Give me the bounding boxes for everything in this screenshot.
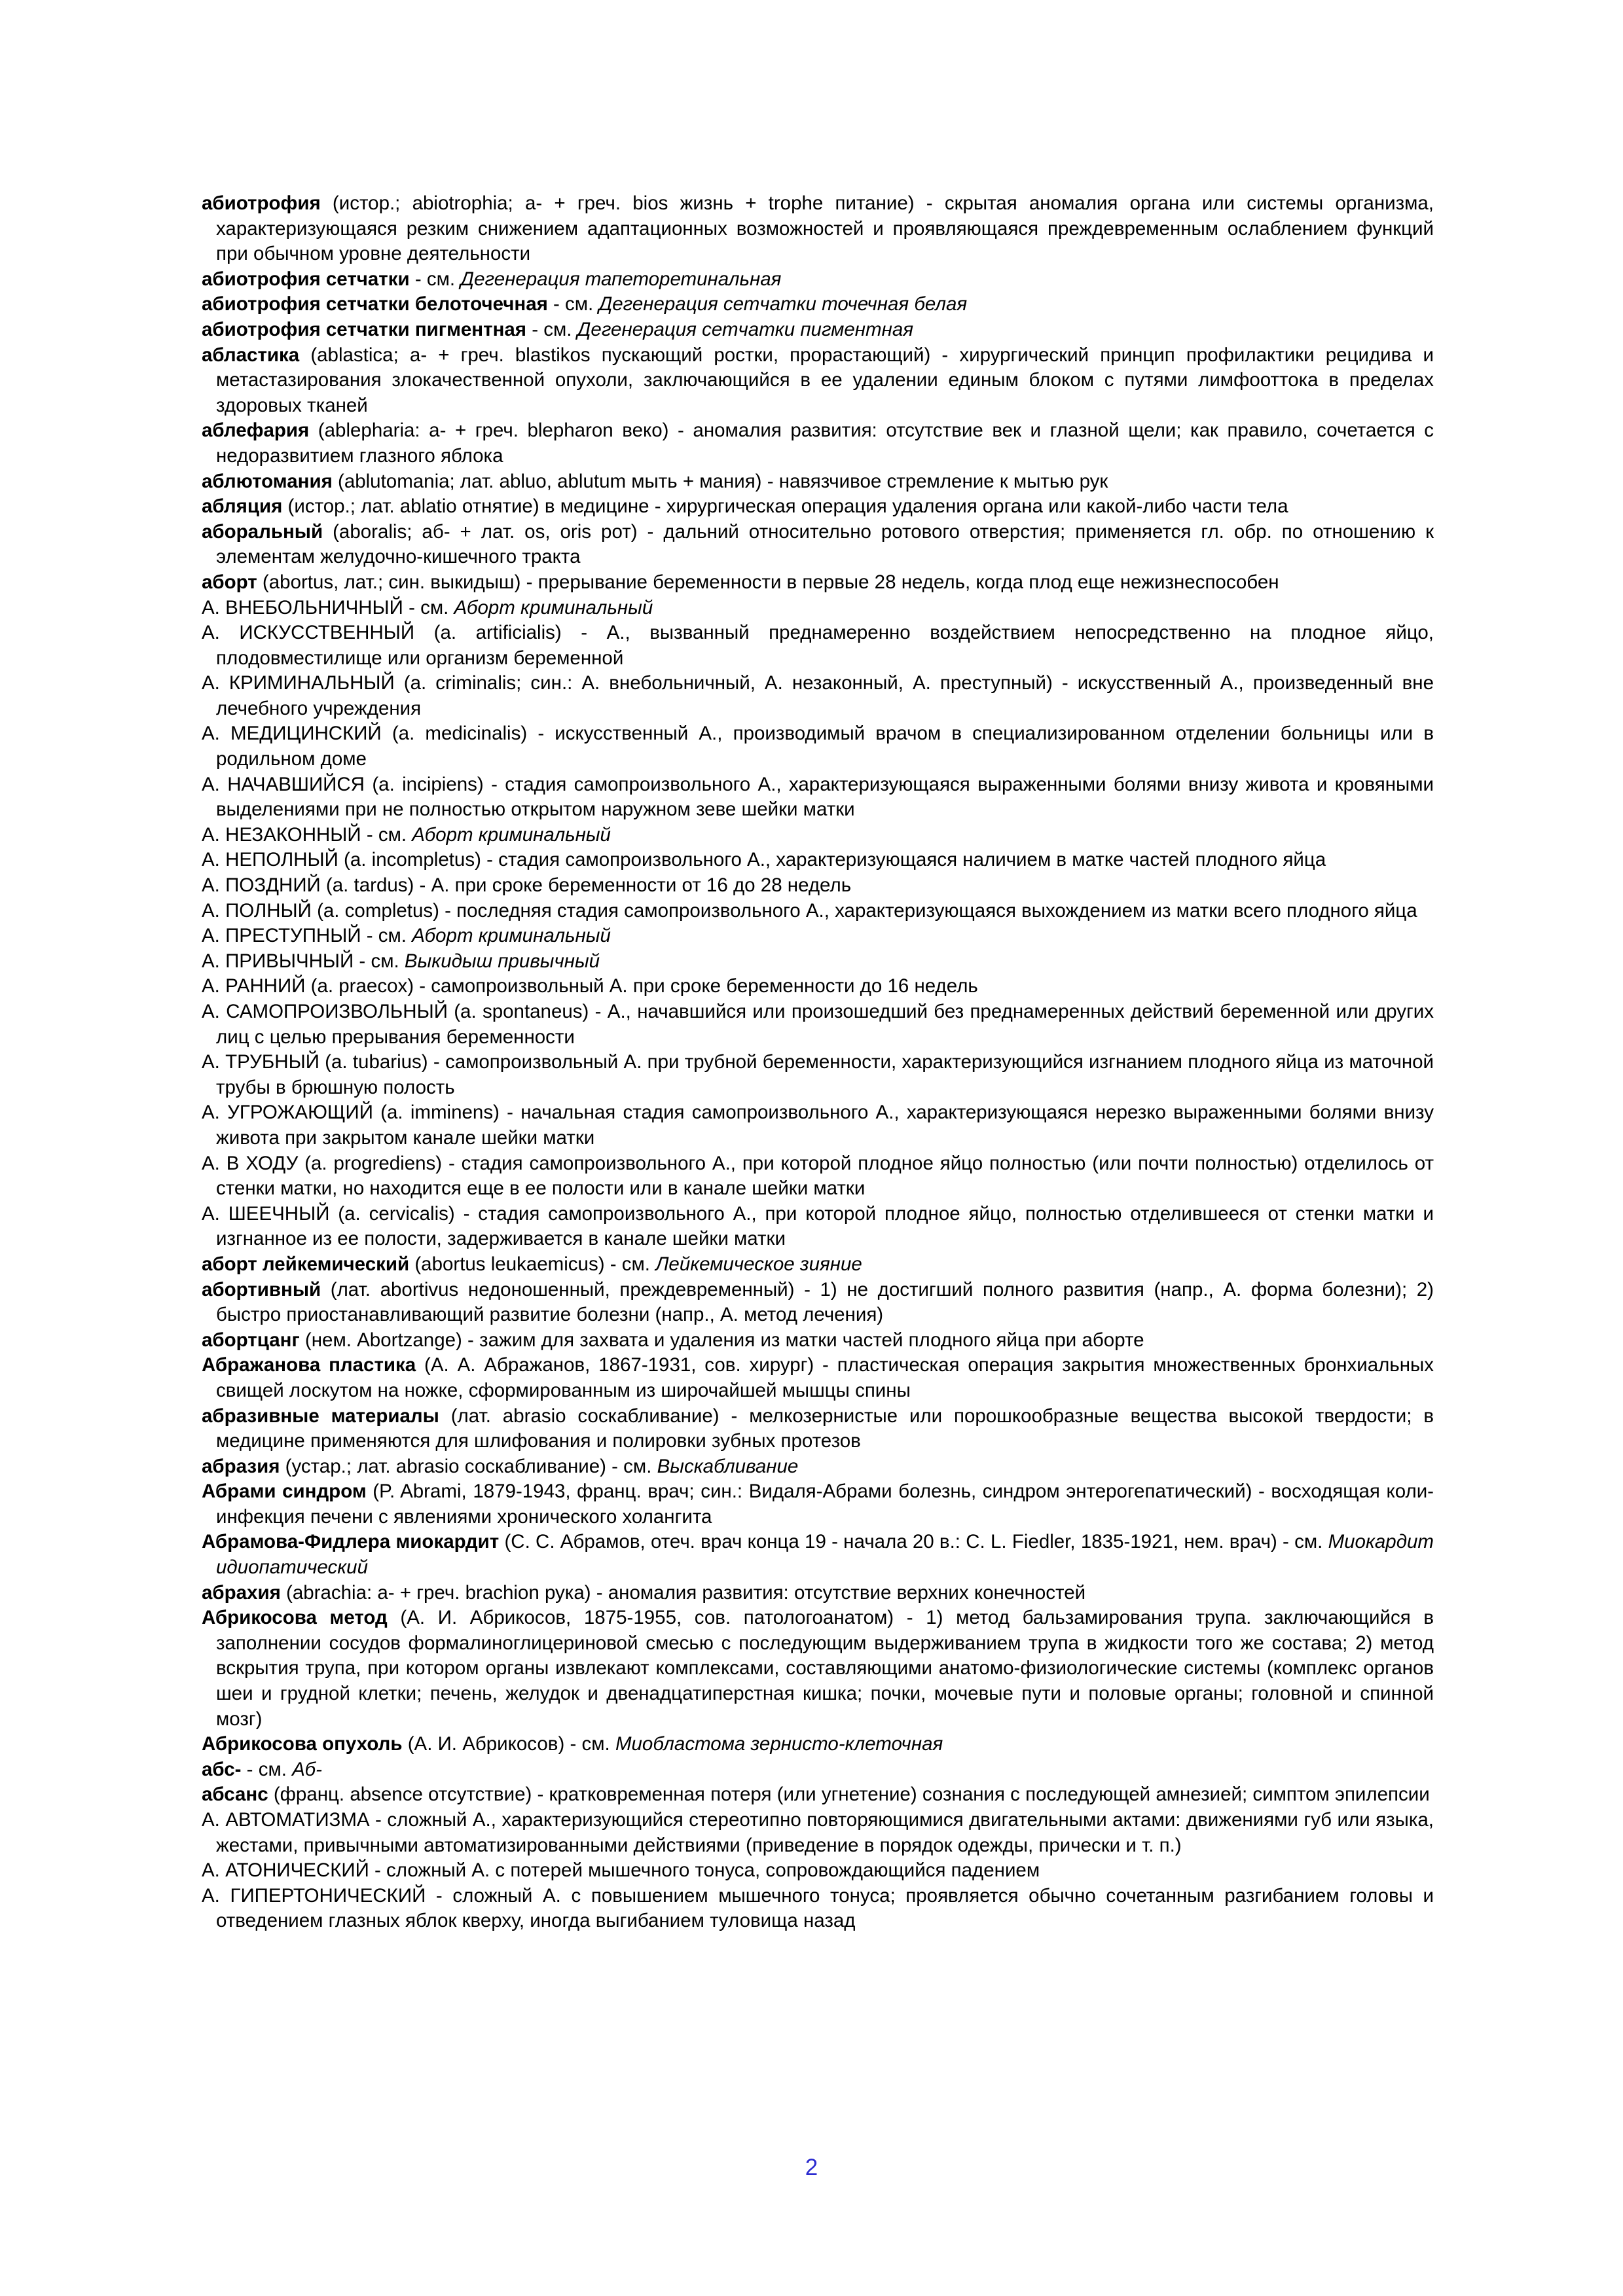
entry-term: аблютомания — [202, 470, 333, 492]
entry-term: абиотрофия — [202, 192, 321, 214]
entry-cross-reference: Миобластома зернисто-клеточная — [615, 1733, 943, 1755]
dictionary-entry — [202, 772, 1434, 823]
dictionary-entry — [202, 1328, 1434, 1354]
entry-term: абортивный — [202, 1278, 321, 1300]
entry-definition: А. ГИПЕРТОНИЧЕСКИЙ - сложный А. с повышением мышечного тонуса; проявляется обычно сочетанным разгибанием головы и отведением глазных яблок кверху, иногда выгибанием туловища назад — [202, 1884, 1434, 1932]
entry-term: абиотрофия сетчатки белоточечная — [202, 293, 548, 315]
dictionary-entry — [202, 520, 1434, 570]
dictionary-entry — [202, 999, 1434, 1050]
entry-term: абсанс — [202, 1784, 268, 1806]
dictionary-page — [202, 191, 1434, 1934]
entry-definition: А. ПРИВЫЧНЫЙ - см. — [202, 950, 405, 972]
dictionary-entry — [202, 848, 1434, 873]
dictionary-entry — [202, 469, 1434, 495]
entry-definition: (ablastica; а- + греч. blastikos пускающий ростки, прорастающий) - хирургический принцип профилактики рецидива и метастазирования злокачественной опухоли, заключающийся в ее удалении единым блоком с путями лимфооттока в пределах здоровых тканей — [216, 344, 1434, 416]
dictionary-entry — [202, 924, 1434, 949]
dictionary-entry — [202, 1581, 1434, 1606]
entry-cross-reference: Дегенерация тапеторетинальная — [460, 268, 782, 290]
entry-definition: А. НАЧАВШИЙСЯ (a. incipiens) - стадия самопроизвольного А., характеризующаяся выраженными болями внизу живота и кровяными выделениями при не полностью открытом наружном зеве шейки матки — [202, 773, 1434, 821]
dictionary-entry — [202, 1353, 1434, 1403]
entry-term: Абражанова пластика — [202, 1354, 416, 1376]
dictionary-entry — [202, 1782, 1434, 1808]
entry-definition: А. ПРЕСТУПНЫЙ - см. — [202, 925, 412, 947]
dictionary-entry — [202, 1404, 1434, 1454]
entry-definition: А. ВНЕБОЛЬНИЧНЫЙ - см. — [202, 596, 454, 619]
entry-term: аборт — [202, 571, 257, 593]
entry-cross-reference: Дегенерация сетчатки точечная белая — [598, 293, 968, 315]
entry-term: аблефария — [202, 420, 310, 442]
entry-definition: (ablepharia: а- + греч. blepharon веко) - аномалия развития: отсутствие век и глазной щели; как правило, сочетается с недоразвитием глазного яблока — [216, 420, 1434, 467]
entry-definition: - см. — [241, 1758, 293, 1780]
entry-definition: (А. И. Абрикосов) - см. — [402, 1733, 615, 1755]
page-number: 2 — [805, 2155, 818, 2180]
dictionary-entry — [202, 494, 1434, 520]
dictionary-entry — [202, 1278, 1434, 1328]
entry-definition: (А. И. Абрикосов, 1875-1955, сов. патологоанатом) - 1) метод бальзамирования трупа. заключающийся в заполнении сосудов формалиноглицериновой смесью с последующим выдерживанием трупа в жидкости того же состава; 2) метод вскрытия трупа, при котором органы извлекают комплексами, составляющими анатомо-физиологические системы (комплекс органов шеи и грудной клетки; печень, желудок и двенадцатиперстная кишка; почки, мочевые пути и половые органы; головной и спинной мозг) — [216, 1607, 1434, 1730]
entry-definition: (лат. abortivus недоношенный, преждевременный) - 1) не достигший полного развития (напр., А. форма болезни); 2) быстро приостанавливающий развитие болезни (напр., А. метод лечения) — [216, 1278, 1434, 1326]
entry-definition: А. УГРОЖАЮЩИЙ (a. imminens) - начальная стадия самопроизвольного А., характеризующаяся нерезко выраженными болями внизу живота при закрытом канале шейки матки — [202, 1102, 1434, 1149]
entry-definition: (С. С. Абрамов, отеч. врач конца 19 - начала 20 в.: С. L. Fiedler, 1835-1921, нем. врач) - см. — [499, 1531, 1328, 1553]
dictionary-entry — [202, 1884, 1434, 1934]
entry-definition: А. НЕПОЛНЫЙ (a. incompletus) - стадия самопроизвольного А., характеризующаяся наличием в матке частей плодного яйца — [202, 849, 1326, 871]
entry-term: Абрикосова опухоль — [202, 1733, 403, 1755]
dictionary-entry — [202, 1858, 1434, 1884]
entry-cross-reference: Дегенерация сетчатки пигментная — [577, 318, 914, 340]
entry-term: абиотрофия сетчатки — [202, 268, 410, 290]
entry-term: абляция — [202, 495, 283, 518]
dictionary-entry — [202, 1808, 1434, 1858]
dictionary-entry — [202, 1252, 1434, 1278]
entry-definition: А. ТРУБНЫЙ (a. tubarius) - самопроизвольный А. при трубной беременности, характеризующийся изгнанием плодного яйца из маточной трубы в брюшную полость — [202, 1051, 1434, 1098]
entry-definition: (ablutomania; лат. abluo, ablutum мыть + мания) - навязчивое стремление к мытью рук — [332, 470, 1108, 492]
entry-definition: (нем. Abortzange) - зажим для захвата и удаления из матки частей плодного яйца при аборте — [299, 1329, 1144, 1351]
dictionary-entry — [202, 1530, 1434, 1580]
entry-term: абразивные материалы — [202, 1405, 439, 1427]
entry-term: аборальный — [202, 520, 323, 543]
dictionary-entry — [202, 1454, 1434, 1480]
entry-cross-reference: Выкидыш привычный — [404, 950, 600, 972]
dictionary-entry — [202, 974, 1434, 999]
dictionary-entry — [202, 1100, 1434, 1151]
dictionary-entry — [202, 317, 1434, 343]
entry-term: абластика — [202, 344, 300, 366]
dictionary-entry — [202, 418, 1434, 469]
dictionary-entry — [202, 596, 1434, 621]
entry-definition: - см. — [409, 268, 461, 290]
entry-cross-reference: Аборт криминальный — [454, 596, 653, 619]
entry-definition: А. МЕДИЦИНСКИЙ (a. medicinalis) - искусственный А., производимый врачом в специализированном отделении больницы или в родильном доме — [202, 723, 1434, 770]
entry-cross-reference: Выскабливание — [657, 1455, 799, 1477]
entry-definition: А. ПОЗДНИЙ (a. tardus) - А. при сроке беременности от 16 до 28 недель — [202, 874, 852, 897]
entry-term: абиотрофия сетчатки пигментная — [202, 318, 527, 340]
entry-definition: (aboralis; аб- + лат. os, oris рот) - дальний относительно ротового отверстия; применяется гл. обр. по отношению к элементам желудочно-кишечного тракта — [216, 520, 1434, 568]
entry-term: абразия — [202, 1455, 280, 1477]
entry-definition: - см. — [547, 293, 599, 315]
entry-definition: А. АВТОМАТИЗМА - сложный А., характеризующийся стереотипно повторяющимися двигательными актами: движениями губ или языка, жестами, привычными автоматизированными действиями (приведение в порядок одежды, прически и т. п.) — [202, 1809, 1434, 1856]
dictionary-entry — [202, 1050, 1434, 1100]
entry-term: Абрамова-Фидлера миокардит — [202, 1531, 500, 1553]
entry-definition: А. ШЕЕЧНЫЙ (a. cervicalis) - стадия самопроизвольного А., при которой плодное яйцо, полностью отделившееся от стенки матки и изгнанное из ее полости, задерживается в канале шейки матки — [202, 1202, 1434, 1250]
entry-term: абс- — [202, 1758, 242, 1780]
dictionary-entry — [202, 671, 1434, 721]
entry-definition: А. ПОЛНЫЙ (a. completus) - последняя стадия самопроизвольного А., характеризующаяся выхождением из матки всего плодного яйца — [202, 899, 1417, 922]
dictionary-entry — [202, 191, 1434, 267]
entry-definition: А. САМОПРОИЗВОЛЬНЫЙ (a. spontaneus) - А., начавшийся или произошедший без преднамеренных действий беременной или других лиц с целью прерывания беременности — [202, 1001, 1434, 1048]
entry-definition: (abortus, лат.; син. выкидыш) - прерывание беременности в первые 28 недель, когда плод еще нежизнеспособен — [257, 571, 1279, 593]
entry-definition: (франц. absence отсутствие) - кратковременная потеря (или угнетение) сознания с последующей амнезией; симптом эпилепсии — [268, 1784, 1430, 1806]
entry-cross-reference: Аб- — [292, 1758, 322, 1780]
dictionary-entry — [202, 899, 1434, 924]
entry-cross-reference: Аборт криминальный — [412, 925, 611, 947]
entry-list — [202, 191, 1434, 1934]
dictionary-entry — [202, 1202, 1434, 1252]
dictionary-entry — [202, 1732, 1434, 1757]
entry-definition: (abortus leukaemicus) - см. — [409, 1253, 656, 1275]
dictionary-entry — [202, 823, 1434, 848]
dictionary-entry — [202, 292, 1434, 317]
dictionary-entry — [202, 721, 1434, 772]
entry-definition: (P. Abrami, 1879-1943, франц. врач; син.: Видаля-Абрами болезнь, синдром энтерогепатический) - восходящая коли-инфекция печени с явлениями хронического холангита — [216, 1480, 1434, 1528]
dictionary-entry — [202, 267, 1434, 293]
entry-term: аборт лейкемический — [202, 1253, 410, 1275]
entry-term: Абрами синдром — [202, 1480, 367, 1503]
entry-definition: (А. А. Абражанов, 1867-1931, сов. хирург) - пластическая операция закрытия множественных бронхиальных свищей лоскутом на ножке, сформированным из широчайшей мышцы спины — [216, 1354, 1434, 1401]
entry-definition: (лат. abrasio соскабливание) - мелкозернистые или порошкообразные вещества высокой твердости; в медицине применяются для шлифования и полировки зубных протезов — [216, 1405, 1434, 1452]
dictionary-entry — [202, 949, 1434, 975]
entry-cross-reference: Лейкемическое зияние — [655, 1253, 862, 1275]
entry-definition: А. В ХОДУ (a. progrediens) - стадия самопроизвольного А., при которой плодное яйцо полностью (или почти полностью) отделилось от стенки матки, но находится еще в ее полости или в канале шейки матки — [202, 1152, 1434, 1200]
dictionary-entry — [202, 1151, 1434, 1202]
entry-definition: (истор.; лат. ablatio отнятие) в медицине - хирургическая операция удаления органа или какой-либо части тела — [282, 495, 1288, 518]
entry-definition: (abrachia: а- + греч. brachion рука) - аномалия развития: отсутствие верхних конечностей — [280, 1581, 1086, 1604]
entry-definition: А. НЕЗАКОННЫЙ - см. — [202, 823, 412, 846]
entry-definition: (устар.; лат. abrasio соскабливание) - см. — [280, 1455, 657, 1477]
entry-term: абортцанг — [202, 1329, 300, 1351]
entry-cross-reference: Аборт криминальный — [412, 823, 611, 846]
dictionary-entry — [202, 570, 1434, 596]
entry-definition: А. АТОНИЧЕСКИЙ - сложный А. с потерей мышечного тонуса, сопровождающийся падением — [202, 1859, 1040, 1882]
dictionary-entry — [202, 1757, 1434, 1783]
entry-cross-reference: Миокардит идиопатический — [216, 1531, 1434, 1579]
entry-term: Абрикосова метод — [202, 1607, 388, 1629]
entry-definition: (истор.; abiotrophia; а- + греч. bios жизнь + trophe питание) - скрытая аномалия органа или системы организма, характеризующаяся резким снижением адаптационных возможностей и проявляющаяся преждевременным ослаблением функций при обычном уровне деятельности — [216, 192, 1434, 265]
dictionary-entry — [202, 343, 1434, 419]
dictionary-entry — [202, 1605, 1434, 1732]
entry-definition: А. РАННИЙ (a. praecox) - самопроизвольный А. при сроке беременности до 16 недель — [202, 975, 978, 997]
entry-definition: - см. — [526, 318, 577, 340]
dictionary-entry — [202, 620, 1434, 671]
dictionary-entry — [202, 1479, 1434, 1530]
entry-term: абрахия — [202, 1581, 281, 1604]
dictionary-entry — [202, 873, 1434, 899]
entry-definition: А. КРИМИНАЛЬНЫЙ (a. criminalis; син.: А. внебольничный, А. незаконный, А. преступный) - искусственный А., произведенный вне лечебного учреждения — [202, 672, 1434, 719]
entry-definition: А. ИСКУССТВЕННЫЙ (a. artificialis) - А., вызванный преднамеренно воздействием непосредственно на плодное яйцо, плодовместилище или организм беременной — [202, 622, 1434, 669]
